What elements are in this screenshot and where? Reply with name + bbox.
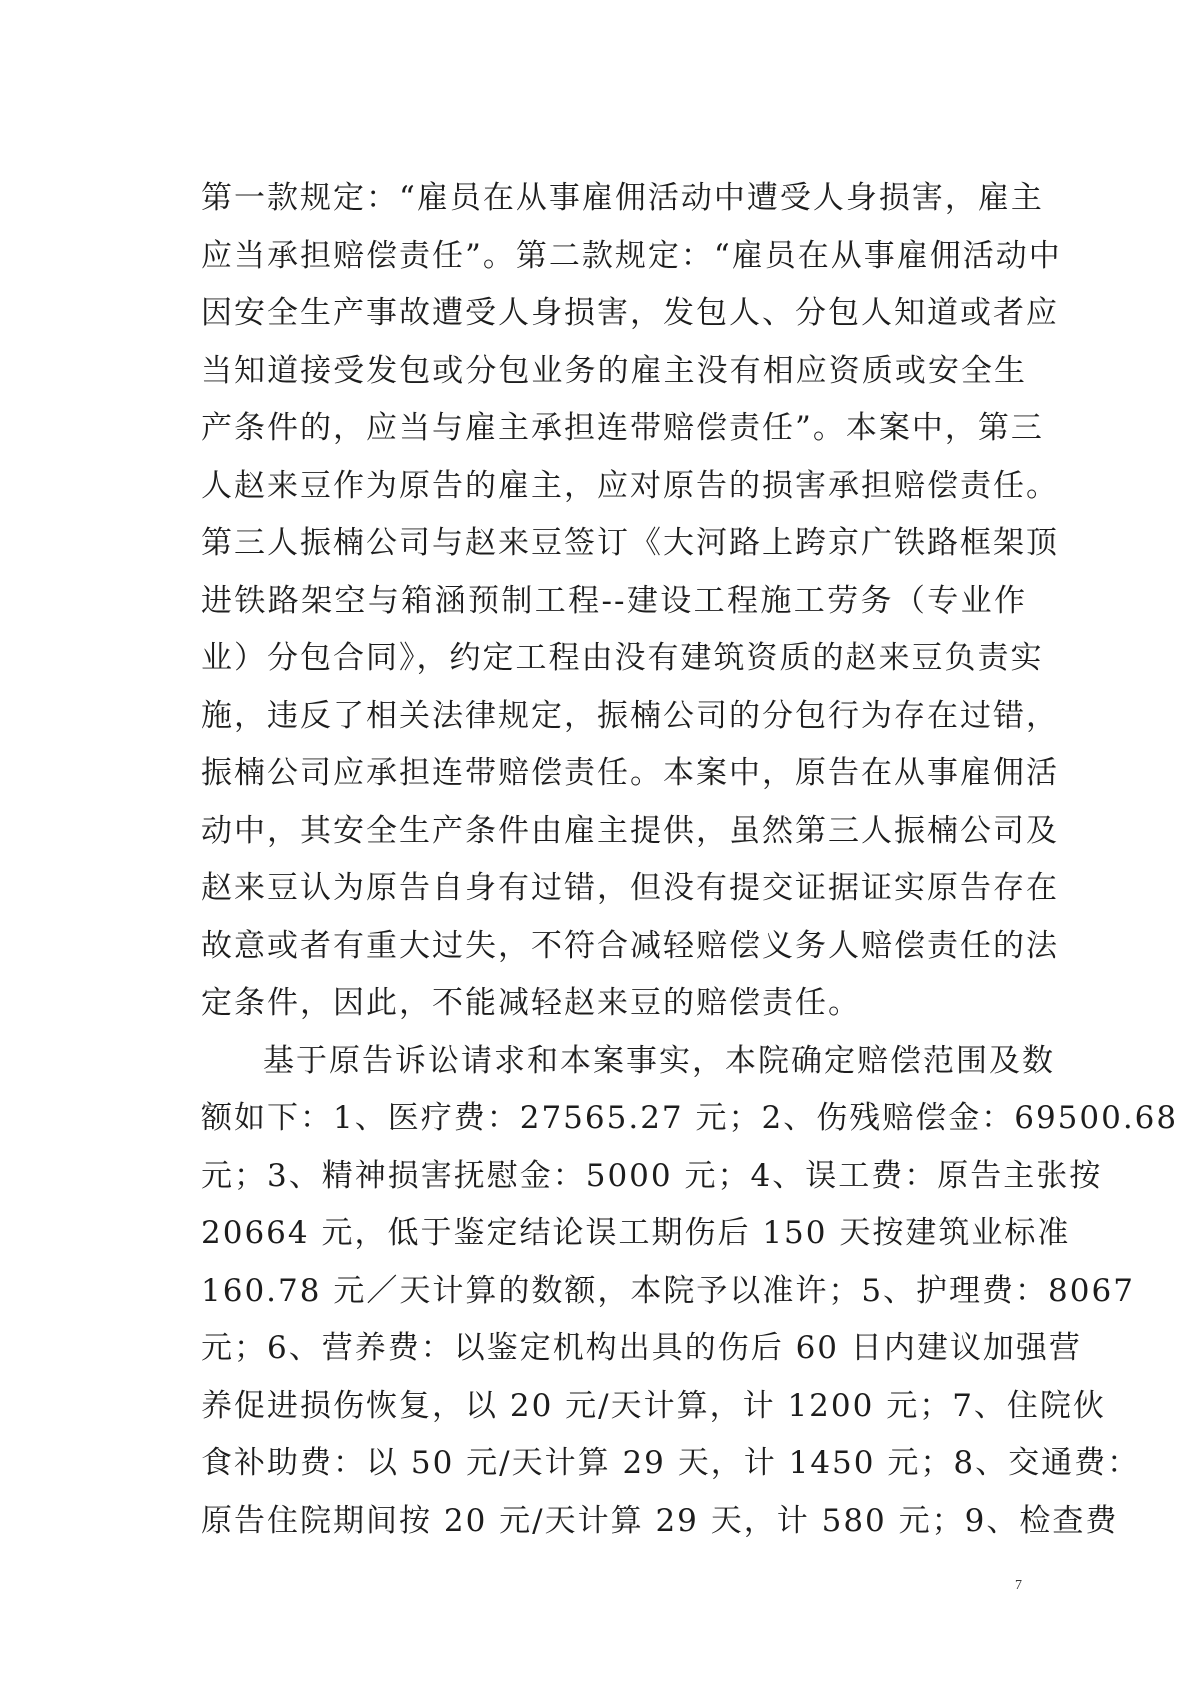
- text-line: 产条件的，应当与雇主承担连带赔偿责任”。本案中，第三: [201, 410, 1044, 446]
- text-line: 当知道接受发包或分包业务的雇主没有相应资质或安全生: [201, 352, 1027, 389]
- text-line: 第三人振楠公司与赵来豆签订《大河路上跨京广铁路框架顶: [201, 525, 1059, 561]
- text-line: 施，违反了相关法律规定，振楠公司的分包行为存在过错，: [201, 697, 1059, 734]
- text-line: 进铁路架空与箱涵预制工程--建设工程施工劳务（专业作: [201, 582, 1027, 619]
- text-line: 人赵来豆作为原告的雇主，应对原告的损害承担赔偿责任。: [201, 467, 1059, 504]
- text-line: 20664 元，低于鉴定结论误工期伤后 150 天按建筑业标准: [201, 1215, 1071, 1251]
- text-line: 元；6、营养费：以鉴定机构出具的伤后 60 日内建议加强营: [201, 1330, 1082, 1366]
- page-number: 7: [1015, 1578, 1022, 1593]
- text-line: 额如下：1、医疗费：27565.27 元；2、伤残赔偿金：69500.68: [201, 1100, 1179, 1136]
- text-line: 第一款规定：“雇员在从事雇佣活动中遭受人身损害，雇主: [201, 180, 1044, 216]
- text-line: 动中，其安全生产条件由雇主提供，虽然第三人振楠公司及: [201, 812, 1059, 849]
- text-line: 定条件，因此，不能减轻赵来豆的赔偿责任。: [201, 985, 861, 1021]
- text-line: 应当承担赔偿责任”。第二款规定：“雇员在从事雇佣活动中: [201, 237, 1062, 274]
- document-body: [201, 170, 1179, 1550]
- text-line: 业）分包合同》，约定工程由没有建筑资质的赵来豆负责实: [201, 640, 1044, 676]
- text-line: 原告住院期间按 20 元/天计算 29 天，计 580 元；9、检查费: [201, 1502, 1119, 1539]
- text-line: 160.78 元／天计算的数额，本院予以准许；5、护理费：8067: [201, 1272, 1135, 1309]
- text-line: 元；3、精神损害抚慰金：5000 元；4、误工费：原告主张按: [201, 1157, 1103, 1194]
- text-line: 振楠公司应承担连带赔偿责任。本案中，原告在从事雇佣活: [201, 755, 1059, 791]
- text-line: 故意或者有重大过失，不符合减轻赔偿义务人赔偿责任的法: [201, 927, 1059, 964]
- text-line: 基于原告诉讼请求和本案事实，本院确定赔偿范围及数: [263, 1042, 1055, 1079]
- text-line: 食补助费：以 50 元/天计算 29 天，计 1450 元；8、交通费：: [201, 1445, 1141, 1481]
- text-line: 养促进损伤恢复，以 20 元/天计算，计 1200 元；7、住院伙: [201, 1387, 1106, 1424]
- text-line: 因安全生产事故遭受人身损害，发包人、分包人知道或者应: [201, 295, 1059, 331]
- text-line: 赵来豆认为原告自身有过错，但没有提交证据证实原告存在: [201, 870, 1059, 906]
